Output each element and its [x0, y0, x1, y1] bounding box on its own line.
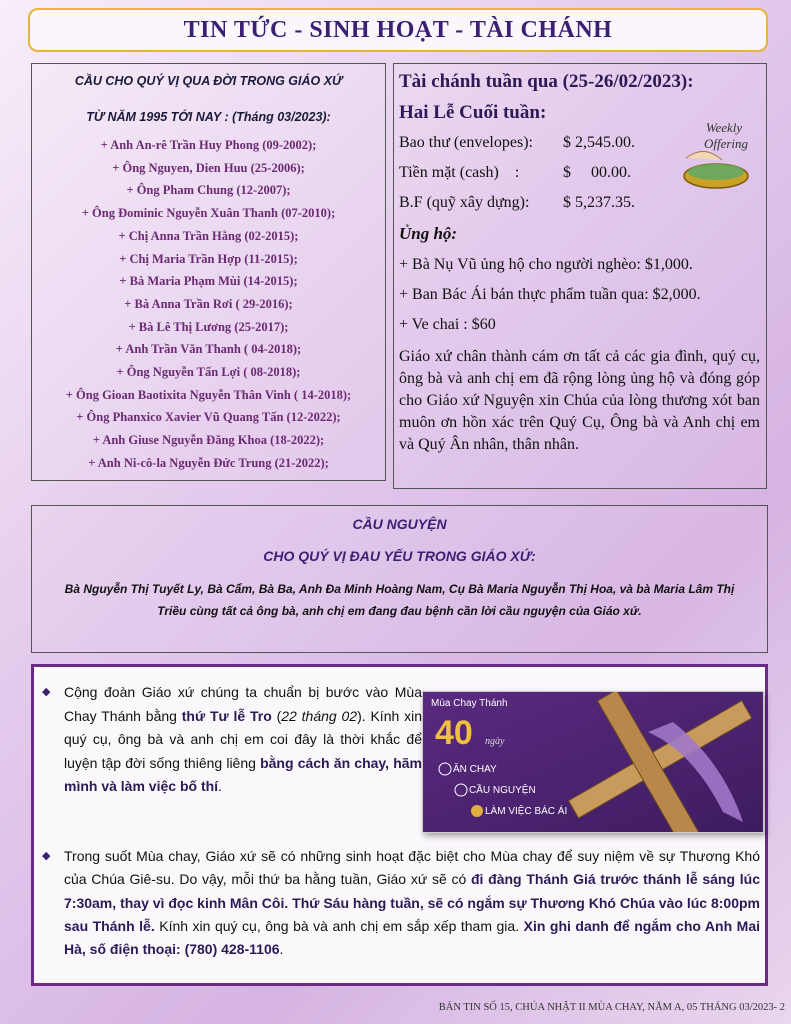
prayer-title: CẦU NGUYỆN: [352, 516, 447, 532]
weekly-offering-icon: [674, 114, 758, 198]
lent-image-item-3: LÀM VIỆC BÁC ÁI: [485, 806, 568, 817]
list-item: + Anh Trần Văn Thanh ( 04-2018);: [115, 342, 302, 357]
list-item: + Chị Anna Trần Hằng (02-2015);: [118, 228, 299, 243]
finance-title: Tài chánh tuần qua (25-26/02/2023):: [399, 71, 694, 92]
lent-image-label: Mùa Chay Thánh: [431, 698, 508, 709]
list-item: + Ông Nguyễn Tấn Lợi ( 08-2018);: [116, 365, 301, 380]
lent-image: [422, 691, 764, 833]
list-item: + Ông Nguyen, Dien Huu (25-2006);: [112, 160, 305, 175]
list-item: + Ông Gioan Baotixita Nguyễn Thân Vinh ( 14-2018);: [65, 387, 352, 402]
page-title: TIN TỨC - SINH HOẠT - TÀI CHÁNH: [183, 16, 613, 43]
prayer-subtitle: CHO QUÝ VỊ ĐAU YẾU TRONG GIÁO XỨ:: [263, 548, 536, 564]
list-item: + Bà Lê Thị Lương (25-2017);: [128, 319, 289, 334]
lent-p1-b: thứ Tư lễ Tro: [181, 707, 272, 724]
list-item: + Ông Pham Chung (12-2007);: [126, 183, 291, 198]
offering-line-1: Weekly: [705, 120, 743, 135]
thanks-paragraph: Giáo xứ chân thành cám ơn tất cả các gia đình, quý cụ, ông bà và anh chị em đã rộng lòng ủng hộ và đóng góp cho Giáo xứ Nguyện xin Chúa của lòng thương xót ban muôn ơn hồn xác trên Quý Cụ, Ông bà và Anh chị em và Quý Ân nhân, thân nhân.: [399, 348, 760, 453]
support-heading: Ủng hộ:: [399, 224, 458, 243]
envelopes-label: Bao thư (envelopes):: [399, 134, 533, 151]
list-item: + Ông Đominic Nguyễn Xuân Thanh (07-2010);: [81, 206, 336, 221]
deceased-names: [32, 134, 385, 475]
list-item: + Ông Phanxico Xavier Vũ Quang Tấn (12-2022);: [76, 410, 341, 425]
deceased-heading-1: CẦU CHO QUÝ VỊ QUA ĐỜI TRONG GIÁO XỨ: [74, 74, 343, 88]
list-item: + Bà Anna Trần Rơi ( 29-2016);: [124, 296, 293, 311]
bf-value: $ 5,237.35.: [563, 194, 635, 211]
list-item: + Bà Maria Phạm Mùi (14-2015);: [119, 274, 298, 289]
support-line-3: + Ve chai : $60: [399, 316, 496, 333]
lent-p2-c: Kính xin quý cụ, ông bà và anh chị em sắp xếp tham gia.: [154, 917, 524, 934]
bf-label: B.F (quỹ xây dựng):: [399, 194, 530, 211]
lent-p1-a: Cộng đoàn Giáo xứ chúng ta chuẩn bị bước vào Mùa Chay Thánh bằng: [64, 684, 422, 724]
finance-box: [393, 63, 767, 489]
lent-p2-e: .: [279, 941, 284, 958]
bullet-icon: ◆: [42, 850, 51, 862]
deceased-list-box: [31, 63, 386, 481]
offering-line-2: Offering: [703, 136, 749, 151]
finance-subtitle: Hai Lễ Cuối tuần:: [399, 102, 547, 123]
list-item: + Anh Giuse Nguyễn Đăng Khoa (18-2022);: [92, 433, 325, 448]
support-line-2: + Ban Bác Ái bán thực phẩm tuần qua: $2,000.: [399, 286, 701, 303]
lent-p2-b: đi đàng Thánh Giá trước thánh lễ sáng lúc 7:30am, thay vì đọc kinh Mân Côi. Thứ Sáu hàng tuần, sẽ có ngắm sự Thương Khó Chúa vào lúc 8:00pm sau Thánh lễ.: [64, 871, 760, 934]
list-item: + Chị Maria Trần Hợp (11-2015);: [119, 251, 298, 266]
lent-image-number: 40: [435, 714, 473, 752]
prayer-box: [31, 505, 768, 653]
lent-paragraph-1: [42, 681, 422, 799]
prayer-body: Bà Nguyễn Thị Tuyết Ly, Bà Cẩm, Bà Ba, Anh Đa Minh Hoàng Nam, Cụ Bà Maria Nguyễn Thị Hoa, và bà Maria Lâm Thị Triều cùng tất cả ông bà, anh chị em đang đau bệnh cần lời cầu nguyện của Giáo xứ.: [64, 582, 735, 618]
bullet-icon: ◆: [42, 686, 51, 698]
footer-text: BẢN TIN SỐ 15, CHÚA NHẬT II MÙA CHAY, NĂM A, 05 THÁNG 03/2023- 2: [438, 1002, 785, 1013]
lent-image-item-2: CẦU NGUYỆN: [469, 785, 536, 796]
lent-p2-d: Xin ghi danh để ngắm cho Anh Mai Hà, số điện thoại: (780) 428-1106: [64, 917, 761, 958]
cross-illustration: [423, 692, 763, 832]
lent-p1-e: ). Kính xin quý cụ, ông bà và anh chị em coi đây là thời khắc để luyện tập đời sống thiêng liêng: [64, 707, 422, 771]
lent-p1-f: bằng cách ăn chay, hãm mình và làm việc bố thí: [64, 754, 422, 794]
cash-value: $ 00.00.: [563, 164, 631, 181]
lent-p1-g: .: [218, 778, 222, 794]
title-box: [28, 8, 768, 52]
lent-p1-c: (: [271, 707, 282, 724]
cash-label: Tiền mặt (cash) :: [399, 164, 520, 181]
lent-box: [31, 664, 768, 986]
envelopes-value: $ 2,545.00.: [563, 134, 635, 151]
lent-p2-a: Trong suốt Mùa chay, Giáo xứ sẽ có những sinh hoạt đặc biệt cho Mùa chay để suy niệm về sự Thương Khó của Chúa Giê-su. Do vậy, mỗi thứ ba hằng tuần, Giáo xứ sẽ có: [64, 848, 760, 888]
lent-image-days: ngày: [485, 736, 505, 747]
lent-image-item-1: ĂN CHAY: [453, 764, 497, 775]
deceased-heading-2: TỪ NĂM 1995 TỚI NAY : (Tháng 03/2023):: [86, 110, 331, 124]
lent-p1-d: 22 tháng 02: [281, 707, 358, 724]
list-item: + Anh Ni-cô-la Nguyễn Đức Trung (21-2022);: [88, 455, 329, 470]
lent-paragraph-2: [42, 845, 760, 961]
list-item: + Anh An-rê Trần Huy Phong (09-2002);: [100, 138, 317, 152]
support-line-1: + Bà Nụ Vũ ủng hộ cho người nghèo: $1,000.: [399, 256, 693, 273]
